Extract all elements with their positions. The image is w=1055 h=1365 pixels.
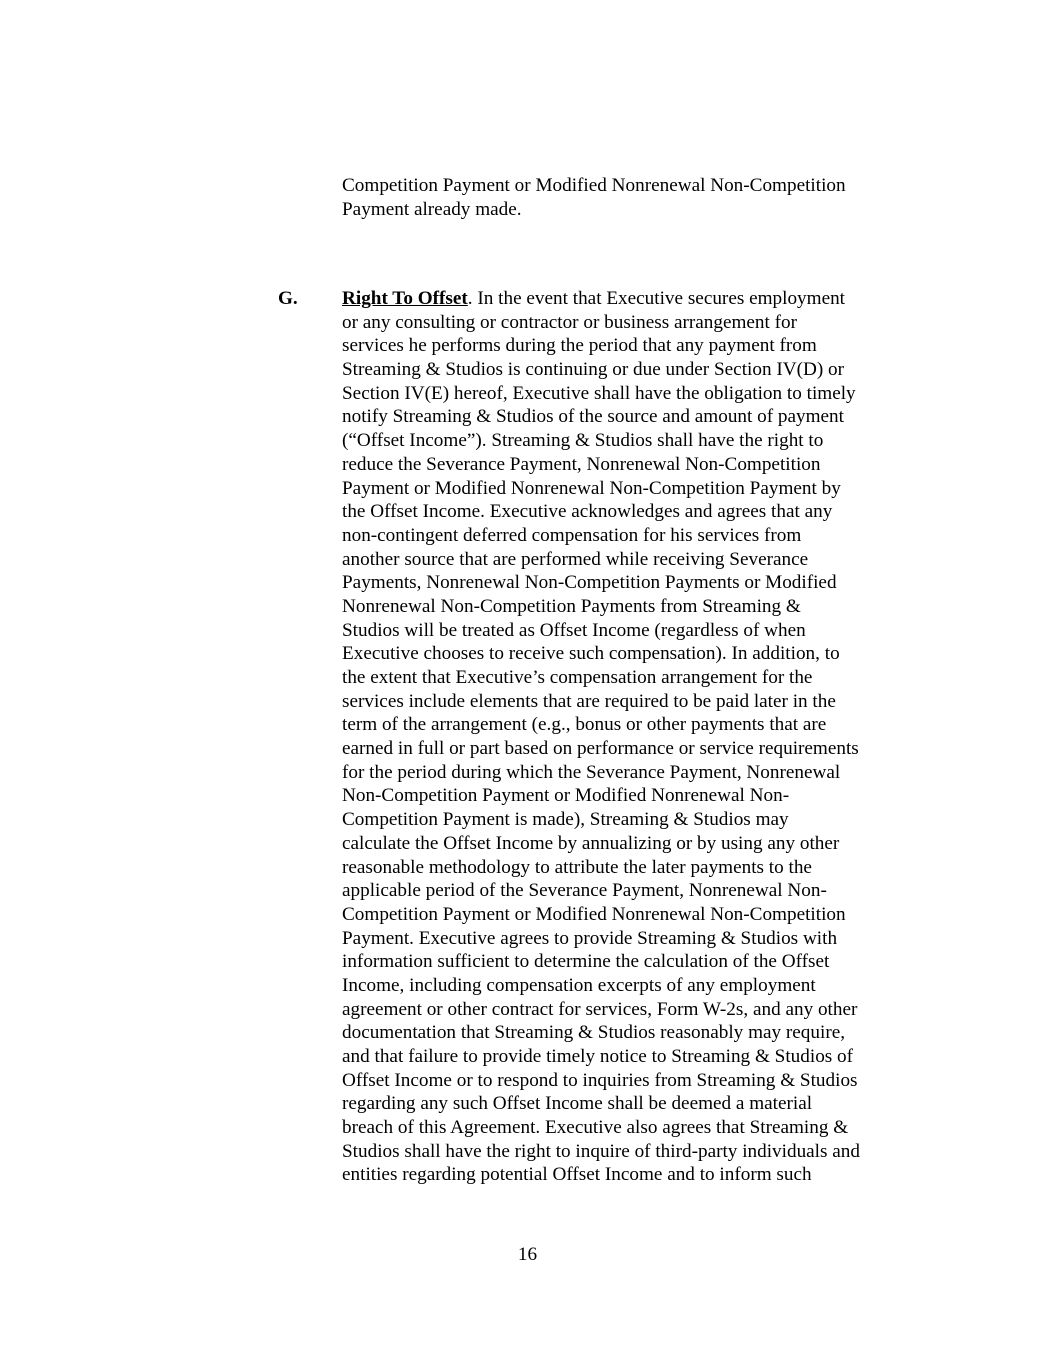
section-g-line: Section IV(E) hereof, Executive shall have the obligation to timely	[342, 382, 856, 404]
section-g-line: notify Streaming & Studios of the source and amount of payment	[342, 406, 844, 428]
section-g-first-line	[342, 287, 860, 311]
section-g-line: Executive chooses to receive such compensation). In addition, to	[342, 643, 840, 665]
section-g-line: Competition Payment is made), Streaming & Studios may	[342, 809, 789, 831]
section-g-line: Payment or Modified Nonrenewal Non-Competition Payment by	[342, 477, 841, 499]
section-g-line: (“Offset Income”). Streaming & Studios shall have the right to	[342, 430, 824, 452]
section-g-line: another source that are performed while receiving Severance	[342, 548, 809, 570]
section-g-line: Offset Income or to respond to inquiries from Streaming & Studios	[342, 1069, 858, 1091]
continuation-line: Competition Payment or Modified Nonrenewal Non-Competition	[342, 175, 846, 196]
section-g-line: documentation that Streaming & Studios reasonably may require,	[342, 1022, 846, 1044]
section-g-line: Payments, Nonrenewal Non-Competition Payments or Modified	[342, 572, 837, 594]
section-g-first-line-text: . In the event that Executive secures employment	[467, 288, 846, 309]
section-g-line: non-contingent deferred compensation for his services from	[342, 524, 802, 546]
section-g-line: earned in full or part based on performance or service requirements	[342, 738, 859, 760]
section-g-line: applicable period of the Severance Payment, Nonrenewal Non-	[342, 880, 827, 902]
section-g-line: Studios shall have the right to inquire of third-party individuals and	[342, 1140, 860, 1162]
section-g-line: information sufficient to determine the calculation of the Offset	[342, 951, 830, 973]
section-g-line: breach of this Agreement. Executive also agrees that Streaming &	[342, 1117, 849, 1139]
section-g-line: entities regarding potential Offset Income and to inform such	[342, 1164, 812, 1186]
section-g-line: regarding any such Offset Income shall be deemed a material	[342, 1093, 813, 1115]
section-g-line: reasonable methodology to attribute the later payments to the	[342, 856, 812, 878]
section-g-line: agreement or other contract for services, Form W-2s, and any other	[342, 998, 858, 1020]
section-g-line: Nonrenewal Non-Competition Payments from Streaming &	[342, 595, 801, 617]
page-number: 16	[517, 1244, 538, 1265]
section-g-line: Competition Payment or Modified Nonrenewal Non-Competition	[342, 903, 846, 925]
section-g-line: services include elements that are required to be paid later in the	[342, 690, 836, 712]
section-g-line: Streaming & Studios is continuing or due under Section IV(D) or	[342, 359, 845, 381]
section-g-line: services he performs during the period that any payment from	[342, 335, 817, 357]
section-g-line: Non-Competition Payment or Modified Nonrenewal Non-	[342, 785, 790, 807]
section-g-line: and that failure to provide timely notice to Streaming & Studios of	[342, 1046, 854, 1067]
section-g-line: Income, including compensation excerpts of any employment	[342, 974, 816, 996]
continuation-paragraph	[342, 174, 846, 221]
section-g-paragraph	[342, 287, 860, 1187]
section-g-line: for the period during which the Severance Payment, Nonrenewal	[342, 761, 841, 783]
section-letter: G.	[278, 288, 298, 309]
section-g-line: reduce the Severance Payment, Nonrenewal Non-Competition	[342, 453, 821, 475]
section-g-lines	[342, 311, 860, 1187]
section-heading: Right To Offset	[342, 288, 468, 309]
section-g-line: calculate the Offset Income by annualizing or by using any other	[342, 832, 840, 854]
section-g-line: the Offset Income. Executive acknowledges and agrees that any	[342, 501, 833, 523]
section-g-line: Payment. Executive agrees to provide Streaming & Studios with	[342, 927, 838, 949]
section-g-line: the extent that Executive’s compensation arrangement for the	[342, 667, 813, 688]
continuation-line: Payment already made.	[342, 198, 522, 220]
section-g-line: or any consulting or contractor or business arrangement for	[342, 311, 798, 333]
section-g-line: term of the arrangement (e.g., bonus or other payments that are	[342, 714, 827, 736]
section-g-line: Studios will be treated as Offset Income (regardless of when	[342, 619, 806, 641]
